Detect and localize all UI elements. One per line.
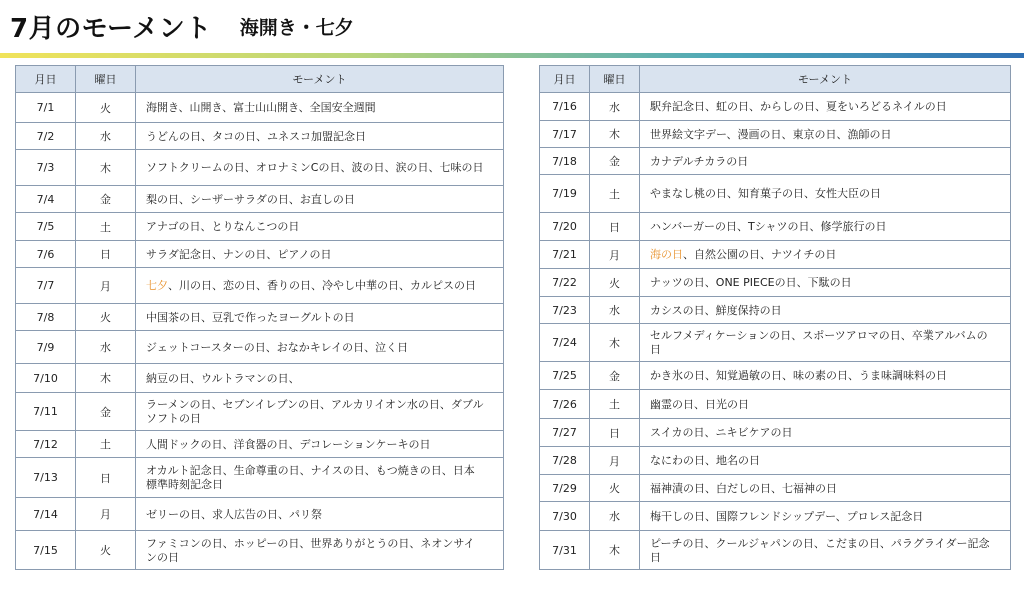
cell-moments (640, 390, 1011, 419)
cell-moments (640, 241, 1011, 269)
title-row (10, 6, 354, 46)
table-row (16, 531, 504, 570)
moments-text: セルフメディケーションの日、スポーツアロマの日、卒業アルバムの日 (650, 329, 988, 356)
cell-weekday: 木 (590, 121, 640, 148)
cell-weekday: 火 (76, 531, 136, 570)
moments-table-right (539, 65, 1011, 570)
cell-weekday: 木 (76, 364, 136, 393)
cell-date: 7/12 (16, 431, 76, 458)
moments-text: 福神漬の日、白だしの日、七福神の日 (650, 481, 837, 495)
moments-text: やまなし桃の日、知育菓子の日、女性大臣の日 (650, 187, 881, 200)
moments-text: 、自然公園の日、ナツイチの日 (683, 248, 837, 261)
cell-weekday: 金 (76, 393, 136, 431)
table-row (16, 331, 504, 364)
cell-date: 7/1 (16, 93, 76, 123)
header-moments: モーメント (136, 66, 504, 93)
moments-text: うどんの日、タコの日、ユネスコ加盟記念日 (146, 129, 366, 143)
cell-moments (136, 498, 504, 531)
cell-date: 7/9 (16, 331, 76, 364)
cell-date: 7/18 (540, 148, 590, 175)
cell-date: 7/30 (540, 502, 590, 531)
table-row (540, 297, 1011, 324)
moments-text: ハンバーガーの日、Tシャツの日、修学旅行の日 (650, 220, 887, 233)
moments-text: かき氷の日、知覚過敏の日、味の素の日、うま味調味料の日 (650, 369, 947, 382)
cell-moments (640, 93, 1011, 121)
cell-moments (640, 447, 1011, 475)
table-row (540, 148, 1011, 175)
moments-table-left (15, 65, 504, 570)
cell-date: 7/22 (540, 269, 590, 297)
cell-date: 7/8 (16, 304, 76, 331)
cell-moments (136, 531, 504, 570)
moments-text: ゼリーの日、求人広告の日、パリ祭 (146, 507, 322, 521)
cell-moments (136, 241, 504, 268)
moments-text: ラーメンの日、セブンイレブンの日、アルカリイオン水の日、ダブルソフトの日 (146, 398, 484, 425)
table-header-row (540, 66, 1011, 93)
cell-date: 7/7 (16, 268, 76, 304)
moments-text: カナデルチカラの日 (650, 154, 749, 168)
cell-weekday: 月 (590, 447, 640, 475)
moments-text: 幽霊の日、日光の日 (650, 397, 749, 411)
table-row (16, 458, 504, 498)
moments-text: サラダ記念日、ナンの日、ピアノの日 (146, 247, 332, 261)
cell-weekday: 火 (590, 269, 640, 297)
table-row (16, 393, 504, 431)
cell-weekday: 日 (590, 213, 640, 241)
header-date: 月日 (16, 66, 76, 93)
cell-moments (640, 121, 1011, 148)
cell-date: 7/5 (16, 213, 76, 241)
moments-text: なにわの日、地名の日 (650, 454, 760, 467)
cell-moments (136, 304, 504, 331)
cell-weekday: 火 (76, 93, 136, 123)
table-row (16, 268, 504, 304)
table-row (540, 419, 1011, 447)
cell-moments (640, 362, 1011, 390)
cell-weekday: 水 (590, 297, 640, 324)
cell-weekday: 月 (76, 498, 136, 531)
cell-weekday: 日 (76, 241, 136, 268)
cell-weekday: 土 (76, 213, 136, 241)
moments-text: 梅干しの日、国際フレンドシップデー、プロレス記念日 (650, 509, 924, 523)
table-row (16, 93, 504, 123)
table-row (540, 362, 1011, 390)
highlighted-moment: 海の日 (650, 248, 683, 261)
moments-text: ピーチの日、クールジャパンの日、こだまの日、パラグライダー記念日 (650, 536, 990, 564)
moments-text: ソフトクリームの日、オロナミンCの日、波の日、涙の日、七味の日 (146, 161, 484, 174)
table-row (16, 213, 504, 241)
header-weekday: 曜日 (76, 66, 136, 93)
cell-moments (136, 458, 504, 498)
cell-weekday: 木 (76, 150, 136, 186)
cell-weekday: 土 (76, 431, 136, 458)
gradient-divider (0, 53, 1024, 58)
table-row (540, 175, 1011, 213)
moments-text: 駅弁記念日、虹の日、からしの日、夏をいろどるネイルの日 (650, 100, 947, 113)
table-row (16, 123, 504, 150)
cell-moments (136, 393, 504, 431)
cell-moments (640, 297, 1011, 324)
cell-weekday: 水 (76, 331, 136, 364)
cell-date: 7/29 (540, 475, 590, 502)
header-moments: モーメント (640, 66, 1011, 93)
cell-moments (640, 502, 1011, 531)
cell-moments (136, 123, 504, 150)
cell-date: 7/4 (16, 186, 76, 213)
cell-moments (640, 475, 1011, 502)
table-row (540, 447, 1011, 475)
cell-date: 7/17 (540, 121, 590, 148)
cell-date: 7/3 (16, 150, 76, 186)
cell-moments (136, 364, 504, 393)
table-row (540, 93, 1011, 121)
cell-moments (136, 431, 504, 458)
moments-text: 梨の日、シーザーサラダの日、お直しの日 (146, 192, 355, 206)
cell-weekday: 月 (76, 268, 136, 304)
cell-weekday: 水 (590, 93, 640, 121)
cell-date: 7/31 (540, 531, 590, 570)
table-row (16, 241, 504, 268)
cell-date: 7/25 (540, 362, 590, 390)
cell-moments (136, 213, 504, 241)
moments-text: 海開き、山開き、富士山山開き、全国安全週間 (146, 101, 376, 114)
moments-text: アナゴの日、とりなんこつの日 (146, 220, 300, 233)
cell-moments (640, 324, 1011, 362)
table-row (540, 502, 1011, 531)
moments-text: ナッツの日、ONE PIECEの日、下駄の日 (650, 276, 852, 289)
cell-date: 7/13 (16, 458, 76, 498)
moments-text: 中国茶の日、豆乳で作ったヨーグルトの日 (146, 310, 355, 324)
page-subtitle: 海開き・七夕 (239, 16, 354, 39)
cell-moments (136, 150, 504, 186)
cell-date: 7/6 (16, 241, 76, 268)
cell-weekday: 火 (590, 475, 640, 502)
header-weekday: 曜日 (590, 66, 640, 93)
cell-moments (640, 148, 1011, 175)
cell-weekday: 土 (590, 175, 640, 213)
cell-date: 7/16 (540, 93, 590, 121)
cell-weekday: 月 (590, 241, 640, 269)
cell-date: 7/24 (540, 324, 590, 362)
cell-date: 7/10 (16, 364, 76, 393)
cell-date: 7/2 (16, 123, 76, 150)
table-row (540, 241, 1011, 269)
table-row (16, 498, 504, 531)
cell-date: 7/14 (16, 498, 76, 531)
table-row (540, 531, 1011, 570)
header-date: 月日 (540, 66, 590, 93)
table-row (16, 364, 504, 393)
table-row (540, 390, 1011, 419)
cell-moments (640, 269, 1011, 297)
table-row (540, 213, 1011, 241)
table-row (16, 304, 504, 331)
cell-moments (640, 175, 1011, 213)
cell-date: 7/15 (16, 531, 76, 570)
moments-text: 世界絵文字デー、漫画の日、東京の日、漁師の日 (650, 127, 892, 141)
cell-date: 7/26 (540, 390, 590, 419)
cell-weekday: 水 (76, 123, 136, 150)
table-row (16, 186, 504, 213)
cell-date: 7/28 (540, 447, 590, 475)
cell-weekday: 土 (590, 390, 640, 419)
moments-text: 人間ドックの日、洋食器の日、デコレーションケーキの日 (146, 437, 431, 451)
table-row (540, 269, 1011, 297)
table-row (540, 324, 1011, 362)
cell-weekday: 日 (76, 458, 136, 498)
cell-moments (136, 268, 504, 304)
page-title: 7月のモーメント (10, 13, 212, 44)
cell-date: 7/11 (16, 393, 76, 431)
cell-moments (640, 419, 1011, 447)
cell-moments (136, 331, 504, 364)
cell-weekday: 日 (590, 419, 640, 447)
cell-moments (640, 213, 1011, 241)
cell-weekday: 木 (590, 531, 640, 570)
cell-weekday: 木 (590, 324, 640, 362)
cell-date: 7/21 (540, 241, 590, 269)
moments-text: カシスの日、鮮度保持の日 (650, 303, 782, 317)
moments-text: スイカの日、ニキビケアの日 (650, 426, 793, 439)
moments-text: ファミコンの日、ホッピーの日、世界ありがとうの日、ネオンサインの日 (146, 536, 475, 564)
cell-moments (136, 186, 504, 213)
table-row (540, 121, 1011, 148)
moments-text: ジェットコースターの日、おなかキレイの日、泣く日 (146, 340, 409, 354)
cell-date: 7/27 (540, 419, 590, 447)
cell-date: 7/19 (540, 175, 590, 213)
table-row (540, 475, 1011, 502)
cell-weekday: 水 (590, 502, 640, 531)
cell-weekday: 金 (76, 186, 136, 213)
cell-moments (136, 93, 504, 123)
cell-date: 7/20 (540, 213, 590, 241)
table-row (16, 150, 504, 186)
cell-date: 7/23 (540, 297, 590, 324)
cell-moments (640, 531, 1011, 570)
table-row (16, 431, 504, 458)
moments-text: オカルト記念日、生命尊重の日、ナイスの日、もつ焼きの日、日本標準時刻記念日 (146, 464, 475, 491)
table-header-row (16, 66, 504, 93)
cell-weekday: 金 (590, 148, 640, 175)
highlighted-moment: 七夕 (146, 279, 168, 292)
moments-text: 納豆の日、ウルトラマンの日、 (146, 371, 300, 385)
cell-weekday: 金 (590, 362, 640, 390)
moments-text: 、川の日、恋の日、香りの日、冷やし中華の日、カルピスの日 (168, 279, 476, 292)
cell-weekday: 火 (76, 304, 136, 331)
